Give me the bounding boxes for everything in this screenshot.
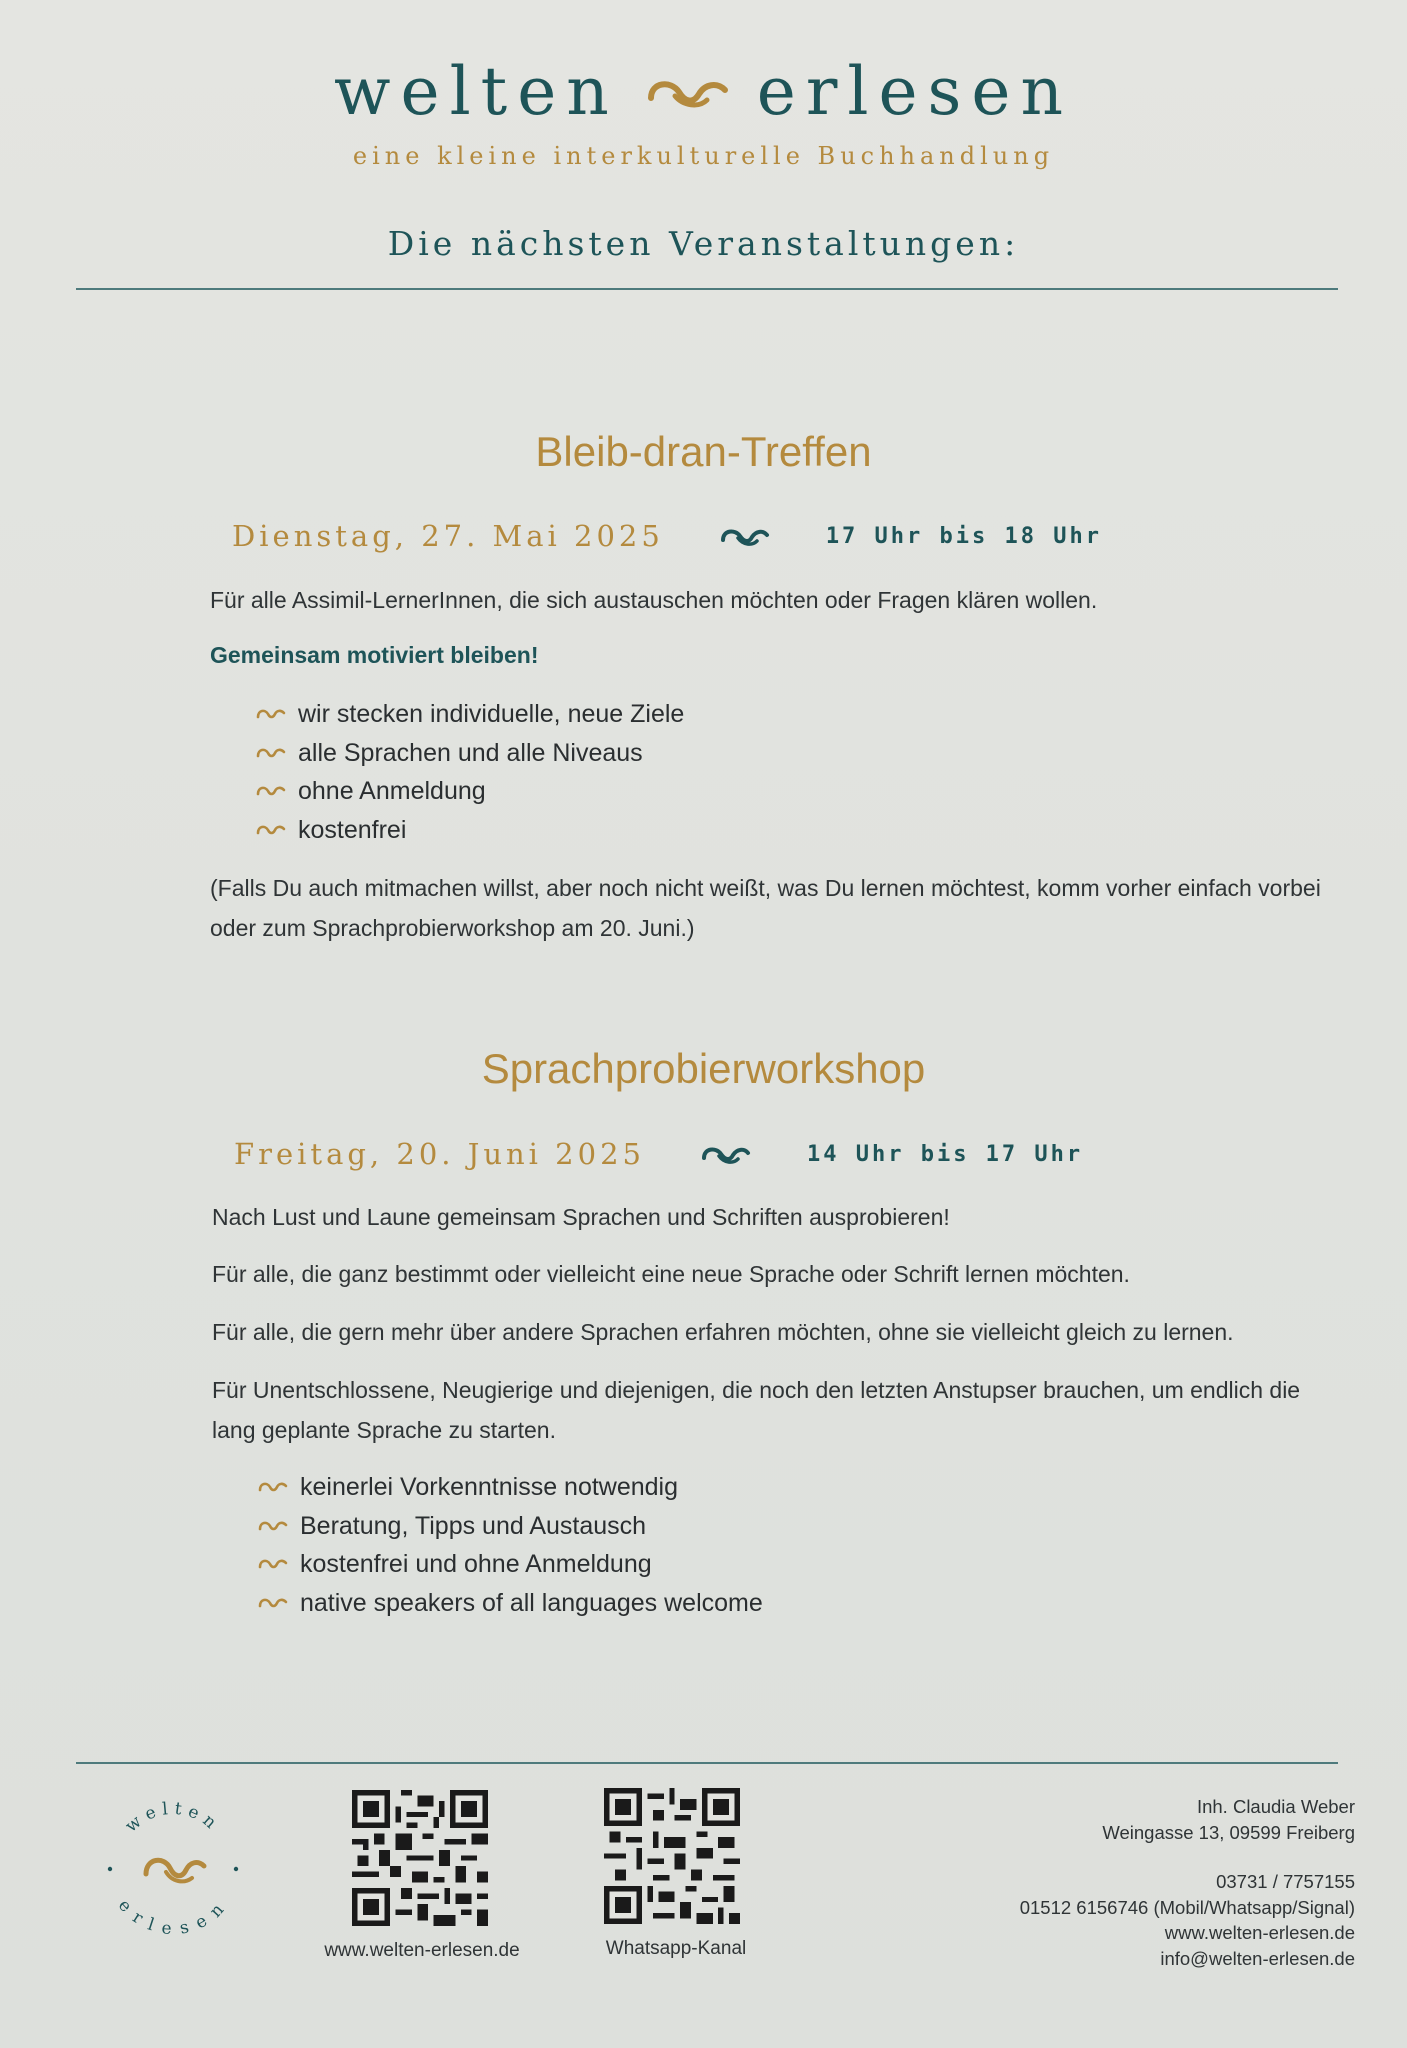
- email-link[interactable]: info@welten-erlesen.de: [1160, 1947, 1355, 1969]
- mobile: 01512 6156746 (Mobil/Whatsapp/Signal): [1019, 1896, 1355, 1918]
- qr-whatsapp-label[interactable]: Whatsapp-Kanal: [605, 1938, 747, 1959]
- qr-website-label[interactable]: www.welten-erlesen.de: [324, 1940, 520, 1961]
- event-date: Freitag, 20. Juni 2025: [234, 1137, 645, 1171]
- event-time: 17 Uhr bis 18 Uhr: [825, 523, 1102, 549]
- qr-code-whatsapp[interactable]: [604, 1788, 740, 1924]
- bullet-list-workshop: [258, 1468, 763, 1622]
- next-events-heading: Die nächsten Veranstaltungen:: [387, 224, 1020, 263]
- footer-divider: [76, 1762, 1338, 1764]
- list-item: Beratung, Tipps und Austausch: [258, 1507, 763, 1546]
- event-paragraph: Für alle, die gern mehr über andere Sprachen erfahren möchten, ohne sie vielleicht gleich zu lernen.: [212, 1319, 1234, 1345]
- swirl-ornament-icon: [720, 524, 770, 548]
- list-item: kostenfrei und ohne Anmeldung: [258, 1545, 763, 1584]
- address: Weingasse 13, 09599 Freiberg: [1102, 1821, 1355, 1843]
- swirl-bullet-icon: [258, 1479, 288, 1495]
- event-dateline-bleib-dran: [232, 516, 1232, 556]
- swirl-bullet-icon: [256, 783, 286, 799]
- swirl-bullet-icon: [258, 1595, 288, 1611]
- event-paragraph: Nach Lust und Laune gemeinsam Sprachen und Schriften ausprobieren!: [212, 1204, 950, 1230]
- event-title-bleib-dran: Bleib-dran-Treffen: [535, 428, 872, 475]
- bullet-list-bleib-dran: [256, 695, 684, 849]
- list-item: native speakers of all languages welcome: [258, 1584, 763, 1623]
- list-item: alle Sprachen und alle Niveaus: [256, 734, 684, 773]
- brand-title: [0, 52, 1407, 132]
- contact-block: [1020, 1794, 1355, 1972]
- swirl-bullet-icon: [258, 1556, 288, 1572]
- header-divider: [76, 288, 1338, 290]
- tagline: eine kleine interkulturelle Buchhandlung: [352, 142, 1055, 170]
- event-note: (Falls Du auch mitmachen willst, aber noch nicht weißt, was Du lernen möchtest, komm vorher einfach vorbei oder zum Sprachprobierworkshop am 20. Juni.): [210, 875, 1321, 941]
- event-paragraph: Für alle, die ganz bestimmt oder vielleicht eine neue Sprache oder Schrift lernen möchten.: [212, 1261, 1130, 1287]
- swirl-ornament-icon: [645, 72, 731, 112]
- swirl-bullet-icon: [256, 706, 286, 722]
- swirl-bullet-icon: [256, 745, 286, 761]
- event-highlight: Gemeinsam motiviert bleiben!: [210, 642, 539, 668]
- list-item: keinerlei Vorkenntnisse notwendig: [258, 1468, 763, 1507]
- brand-right: erlesen: [756, 53, 1073, 130]
- brand-left: welten: [334, 53, 619, 130]
- owner: Inh. Claudia Weber: [1196, 1796, 1355, 1817]
- svg-text:erlesen: erlesen: [113, 1895, 233, 1940]
- event-intro: Für alle Assimil-LernerInnen, die sich austauschen möchten oder Fragen klären wollen.: [210, 587, 1098, 613]
- event-date: Dienstag, 27. Mai 2025: [232, 519, 664, 553]
- swirl-bullet-icon: [256, 822, 286, 838]
- event-dateline-workshop: [234, 1134, 1234, 1174]
- header: [0, 52, 1407, 263]
- swirl-ornament-icon: [701, 1142, 751, 1166]
- event-paragraph: Für Unentschlossene, Neugierige und diejenigen, die noch den letzten Anstupser brauchen, um endlich die lang geplante Sprache zu starten.: [212, 1377, 1301, 1443]
- swirl-bullet-icon: [258, 1518, 288, 1534]
- event-time: 14 Uhr bis 17 Uhr: [806, 1141, 1084, 1167]
- qr-code-website[interactable]: [352, 1790, 488, 1926]
- website-link[interactable]: www.welten-erlesen.de: [1164, 1922, 1355, 1944]
- event-title-sprachprobierworkshop: Sprachprobierworkshop: [481, 1045, 926, 1092]
- list-item: kostenfrei: [256, 811, 684, 850]
- list-item: wir stecken individuelle, neue Ziele: [256, 695, 684, 734]
- circular-logo: [98, 1792, 248, 1942]
- phone: 03731 / 7757155: [1216, 1871, 1355, 1893]
- svg-text:welten: welten: [121, 1798, 225, 1837]
- list-item: ohne Anmeldung: [256, 772, 684, 811]
